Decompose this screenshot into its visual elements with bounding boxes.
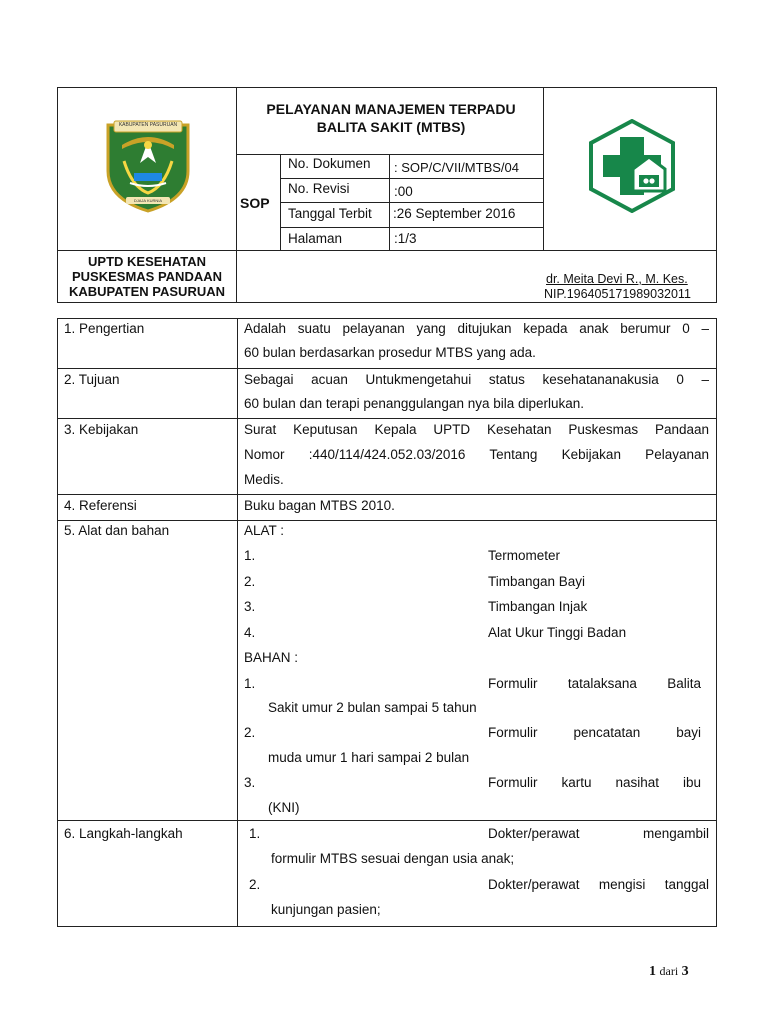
- alat-item-num: 1.: [244, 548, 256, 563]
- row-divider-3: [57, 494, 717, 495]
- footer-dari: dari: [659, 964, 679, 978]
- signer-nip: NIP.196405171989032011: [544, 287, 691, 301]
- alat-item-num: 3.: [244, 599, 256, 614]
- header-border-bottom: [57, 302, 717, 303]
- section-3-line-2: Nomor :440/114/424.052.03/2016 Tentang Kebijakan Pelayanan: [244, 447, 709, 462]
- org-line-2: PUSKESMAS PANDAAN: [72, 269, 222, 284]
- section-6-label: 6. Langkah-langkah: [64, 826, 183, 841]
- section-2-line-1: Sebagai acuan Untukmengetahui status kesehatananakusia 0 –: [244, 372, 709, 387]
- section-4-line-1: Buku bagan MTBS 2010.: [244, 498, 395, 513]
- revision-value: :00: [394, 184, 413, 199]
- document-title: [236, 100, 546, 136]
- row-divider-1: [57, 368, 717, 369]
- title-line-2: BALITA SAKIT (MTBS): [316, 119, 466, 135]
- doc-info-row-3: [280, 227, 544, 228]
- puskesmas-logo: [587, 119, 677, 213]
- crest-motto-text: DJAJA KURNIA: [133, 198, 163, 203]
- section-1-label: 1. Pengertian: [64, 321, 145, 336]
- row-divider-5: [57, 820, 717, 821]
- step-text: Dokter/perawat mengambil: [488, 826, 709, 841]
- section-3-line-3: Medis.: [244, 472, 284, 487]
- alat-item-num: 2.: [244, 574, 256, 589]
- org-line-3: KABUPATEN PASURUAN: [69, 284, 225, 299]
- bahan-item-cont: muda umur 1 hari sampai 2 bulan: [268, 750, 470, 765]
- section-3-label: 3. Kebijakan: [64, 422, 139, 437]
- header-border-top: [57, 87, 717, 88]
- crest-banner-text: KABUPATEN PASURUAN: [118, 122, 178, 128]
- sop-label: SOP: [240, 195, 270, 211]
- row-divider-4: [57, 520, 717, 521]
- issue-date-label: Tanggal Terbit: [288, 206, 372, 221]
- org-line-1: UPTD KESEHATAN: [88, 254, 206, 269]
- alat-item-num: 4.: [244, 625, 256, 640]
- organization-name: [58, 254, 236, 299]
- alat-item-text: Termometer: [488, 548, 561, 563]
- section-2-line-2: 60 bulan dan terapi penanggulangan nya bila diperlukan.: [244, 396, 585, 411]
- body-border-bottom: [57, 926, 717, 927]
- title-bottom-line: [236, 154, 544, 155]
- header-row-divider: [57, 250, 717, 251]
- body-border-left: [57, 318, 58, 927]
- section-3-line-1: Surat Keputusan Kepala UPTD Kesehatan Puskesmas Pandaan: [244, 422, 709, 437]
- bahan-item-num: 3.: [244, 775, 256, 790]
- bahan-item-text: Formulir pencatatan bayi: [488, 725, 701, 740]
- step-num: 2.: [249, 877, 261, 892]
- section-1-line-2: 60 bulan berdasarkan prosedur MTBS yang ada.: [244, 345, 536, 360]
- footer-page-number: 1: [649, 964, 656, 979]
- alat-item-text: Timbangan Injak: [488, 599, 588, 614]
- doc-number-label: No. Dokumen: [288, 156, 371, 171]
- section-4-label: 4. Referensi: [64, 498, 137, 513]
- page-footer: [649, 964, 689, 980]
- signer-name: dr. Meita Devi R., M. Kes.: [546, 272, 688, 286]
- alat-item-text: Alat Ukur Tinggi Badan: [488, 625, 627, 640]
- bahan-item-num: 1.: [244, 676, 256, 691]
- row-divider-2: [57, 418, 717, 419]
- page-label: Halaman: [288, 231, 343, 246]
- alat-item-text: Timbangan Bayi: [488, 574, 586, 589]
- bahan-item-cont: (KNI): [268, 800, 300, 815]
- doc-number-value: : SOP/C/VII/MTBS/04: [394, 160, 519, 175]
- doc-info-row-1: [280, 178, 544, 179]
- step-num: 1.: [249, 826, 261, 841]
- revision-label: No. Revisi: [288, 181, 350, 196]
- footer-total-pages: 3: [681, 964, 689, 979]
- step-cont: formulir MTBS sesuai dengan usia anak;: [271, 851, 515, 866]
- page-value: :1/3: [394, 231, 417, 246]
- body-border-right: [716, 318, 717, 927]
- bahan-item-cont: Sakit umur 2 bulan sampai 5 tahun: [268, 700, 477, 715]
- bahan-item-text: Formulir tatalaksana Balita: [488, 676, 701, 691]
- bahan-item-text: Formulir kartu nasihat ibu: [488, 775, 701, 790]
- bahan-item-num: 2.: [244, 725, 256, 740]
- step-cont: kunjungan pasien;: [271, 902, 381, 917]
- title-line-1: PELAYANAN MANAJEMEN TERPADU: [266, 101, 516, 117]
- step-text: Dokter/perawat mengisi tanggal: [488, 877, 709, 892]
- body-col-divider: [237, 318, 238, 927]
- alat-heading: ALAT :: [244, 523, 285, 538]
- body-border-top: [57, 318, 717, 319]
- doc-info-row-2: [280, 202, 544, 203]
- section-2-label: 2. Tujuan: [64, 372, 120, 387]
- section-1-line-1: Adalah suatu pelayanan yang ditujukan kepada anak berumur 0 –: [244, 321, 709, 336]
- header-border-right: [716, 87, 717, 303]
- bahan-heading: BAHAN :: [244, 650, 299, 665]
- section-5-label: 5. Alat dan bahan: [64, 523, 170, 538]
- issue-date-value: :26 September 2016: [393, 206, 516, 221]
